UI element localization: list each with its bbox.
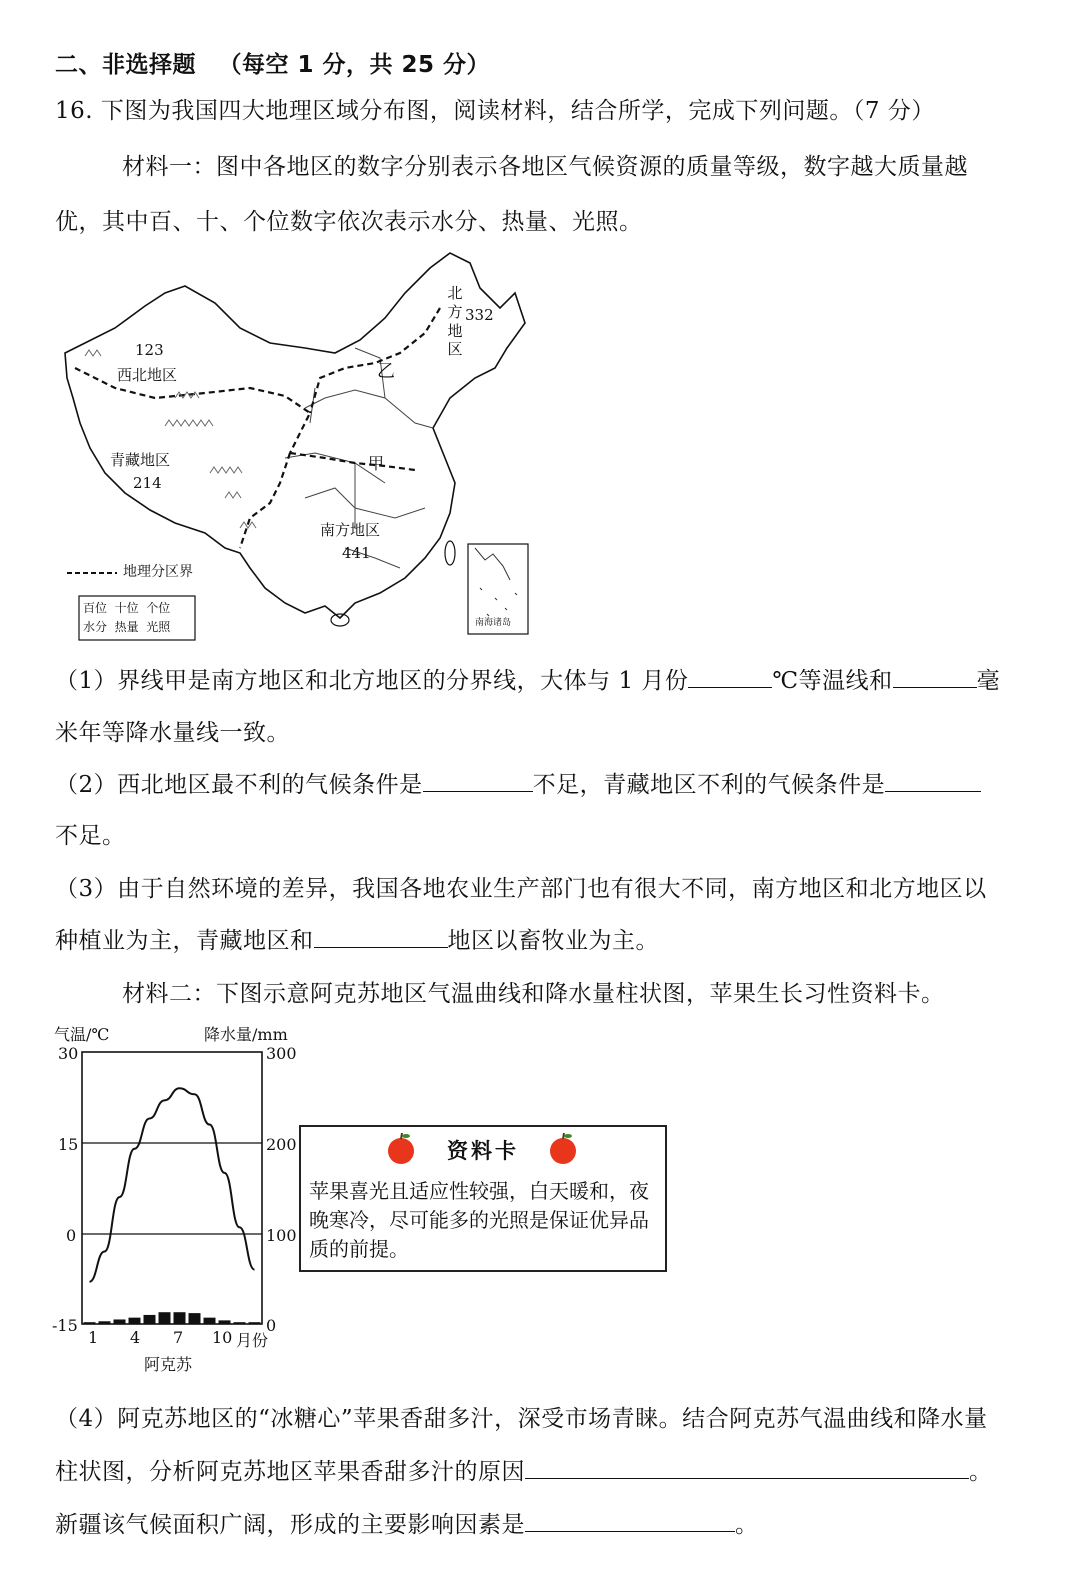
precipitation-bar-month-12 [249,1322,261,1324]
info-card [299,1125,667,1272]
q4-end-b: 。 [735,1512,759,1538]
division-tibet-south [240,453,290,548]
section-score-note: （每空 1 分，共 25 分） [218,52,491,78]
x-unit: 月份 [236,1331,269,1350]
precipitation-bar-month-9 [204,1318,216,1324]
section-heading [55,46,490,79]
q3-line-1: （3）由于自然环境的差异，我国各地农业生产部门也有很大不同，南方地区和北方地区以 [55,876,987,902]
precipitation-bar-month-1 [84,1322,96,1324]
taiwan-island [445,541,455,565]
x-tick-10: 10 [212,1328,233,1347]
legend-label: 地理分区界 [123,564,193,580]
q4-blank-factor[interactable] [525,1509,735,1532]
precipitation-bar-month-10 [219,1320,231,1324]
q1-blank-temperature[interactable] [688,665,772,688]
material-1-line-2: 优，其中百、十、个位数字依次表示水分、热量、光照。 [55,209,643,235]
y-left-tick-0: 0 [66,1226,77,1245]
q4-line-1: （4）阿克苏地区的“冰糖心”苹果香甜多汁，深受市场青睐。结合阿克苏气温曲线和降水量 [55,1406,988,1432]
x-tick-1: 1 [88,1328,99,1347]
division-northwest [75,368,310,453]
precipitation-bar-month-8 [189,1313,201,1324]
q2-text-b: 不足，青藏地区不利的气候条件是 [532,772,886,798]
q4-line-2 [55,1453,993,1486]
south-name: 南方地区 [320,521,381,539]
q1-line-1 [55,662,1000,695]
china-regions-map [55,248,535,643]
hainan-island [331,614,349,626]
division-jia [290,453,415,470]
q3-text-b: 地区以畜牧业为主。 [447,928,659,954]
tibet-value: 214 [133,474,162,492]
card-title: 资料卡 [447,1139,519,1163]
q4-end-a: 。 [969,1459,993,1485]
y-right-label: 降水量/mm [204,1025,288,1044]
y-right-tick-0: 0 [266,1316,277,1335]
material-2: 材料二：下图示意阿克苏地区气温曲线和降水量柱状图，苹果生长习性资料卡。 [122,981,945,1007]
y-left-label: 气温/℃ [54,1025,110,1044]
north-char-3: 地 [447,321,463,340]
precipitation-bar-month-5 [144,1315,156,1324]
north-char-4: 区 [447,340,463,359]
north-char-2: 方 [447,302,463,321]
q2-blank-tibet[interactable] [885,769,981,792]
q3-blank-region[interactable] [314,925,448,948]
x-tick-4: 4 [130,1328,141,1347]
q3-text-a: 种植业为主，青藏地区和 [55,928,314,954]
q1-text-c: 毫 [976,668,1001,694]
north-value: 332 [465,306,494,324]
y-left-tick-30: 30 [58,1044,79,1063]
precipitation-bar-month-3 [114,1319,126,1324]
q1-blank-precipitation[interactable] [893,665,977,688]
y-right-tick-100: 100 [266,1226,297,1245]
card-text: 苹果喜光且适应性较强，白天暖和，夜晚寒冷，尽可能多的光照是保证优异品质的前提。 [309,1179,649,1261]
chart-title: 阿克苏 [144,1355,193,1374]
precipitation-bars [84,1312,261,1324]
inset-label: 南海诸岛 [475,618,512,628]
south-value: 441 [342,544,371,562]
q2-line-1 [55,766,981,799]
key-row-1: 百位 十位 个位 [83,601,171,615]
inset-coast [475,548,517,616]
label-jia: 甲 [368,454,385,473]
precipitation-bar-month-6 [159,1312,171,1324]
q2-line-2: 不足。 [55,823,126,849]
precipitation-bar-month-2 [99,1321,111,1324]
precipitation-bar-month-4 [129,1318,141,1324]
q2-blank-northwest[interactable] [423,769,533,792]
q2-text-a: （2）西北地区最不利的气候条件是 [55,772,423,798]
north-name-vertical [445,284,465,359]
y-left-tick-minus15: -15 [52,1316,78,1335]
northwest-name: 西北地区 [117,366,178,384]
y-right-tick-300: 300 [266,1044,297,1063]
northwest-value: 123 [135,341,164,359]
aksu-climate-chart [48,1022,308,1372]
x-tick-7: 7 [173,1328,184,1347]
q3-line-2 [55,922,659,955]
precipitation-bar-month-7 [174,1312,186,1324]
north-char-1: 北 [447,284,463,302]
q1-line-2: 米年等降水量线一致。 [55,720,290,746]
y-left-tick-15: 15 [58,1135,79,1154]
q4-text-a: 柱状图，分析阿克苏地区苹果香甜多汁的原因 [55,1459,525,1485]
material-1-line-1: 材料一：图中各地区的数字分别表示各地区气候资源的质量等级，数字越大质量越 [122,154,968,180]
temperature-curve [90,1088,255,1281]
q4-text-b: 新疆该气候面积广阔，形成的主要影响因素是 [55,1512,525,1538]
key-row-2: 水分 热量 光照 [83,620,171,634]
section-title: 二、非选择题 [55,52,196,78]
question-16-stem: 16. 下图为我国四大地理区域分布图，阅读材料，结合所学，完成下列问题。（7 分） [55,98,935,124]
q1-text-a: （1）界线甲是南方地区和北方地区的分界线，大体与 1 月份 [55,668,689,694]
q4-line-3 [55,1506,759,1539]
precipitation-bar-month-11 [234,1322,246,1324]
tibet-name: 青藏地区 [110,451,171,469]
label-yi: 乙 [377,361,395,382]
apple-icon-right [547,1131,579,1165]
q1-text-b: ℃等温线和 [772,668,893,694]
q4-blank-reason[interactable] [525,1456,969,1479]
y-right-tick-200: 200 [266,1135,297,1154]
